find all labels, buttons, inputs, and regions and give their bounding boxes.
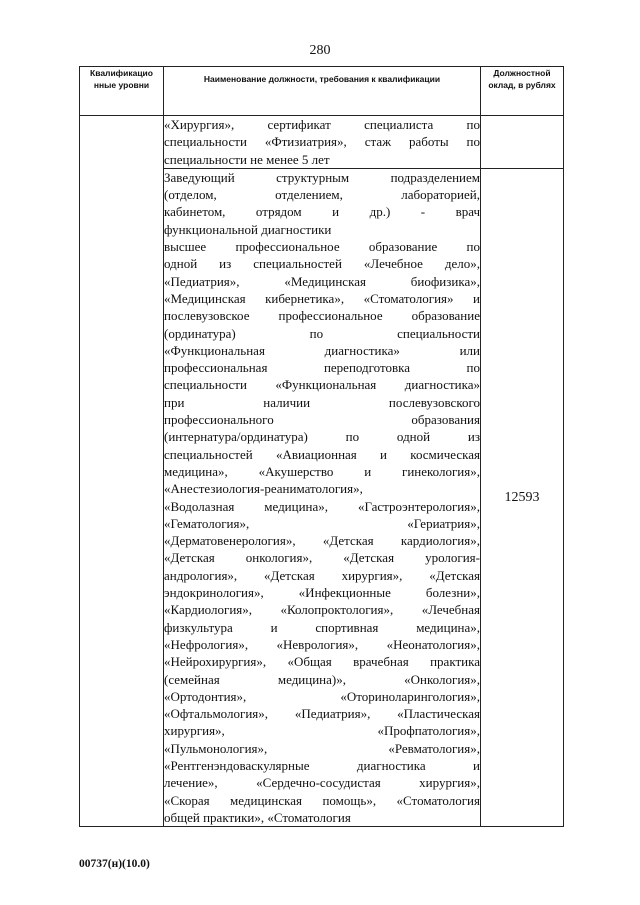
text-line: специальности «Фтизиатрия», стаж работы по (164, 134, 480, 150)
text-line: при наличии послевузовского (164, 394, 480, 410)
header-salary: Должностной оклад, в рублях (481, 67, 564, 116)
text-line: «Нефрология», «Неврология», «Неонатология», (164, 636, 480, 652)
text-line: «Медицинская кибернетика», «Стоматология» и (164, 290, 480, 306)
text-line: (семейная медицина)», «Онкология», (164, 671, 480, 687)
header-position-requirements: Наименование должности, требования к квалификации (164, 67, 481, 116)
text-line: функциональной диагностики (164, 221, 332, 237)
text-line: лечение», «Сердечно-сосудистая хирургия», (164, 775, 480, 791)
text-line: кабинетом, отрядом и др.) - врач (164, 204, 480, 220)
salary-value: 12593 (481, 168, 564, 826)
text-line: «Педиатрия», «Медицинская биофизика», (164, 273, 480, 289)
requirements-cell-head-of-functional-diagnostics (164, 168, 481, 826)
qualification-table (79, 66, 564, 827)
text-line: специальностей «Авиационная и космическая (164, 446, 480, 462)
text-line: (ординатура) по специальности (164, 325, 480, 341)
text-line: профессионального образования (164, 412, 480, 428)
text-line: хирургия», «Профпатология», (164, 723, 480, 739)
text-line: эндокринология», «Инфекционные болезни», (164, 585, 480, 601)
salary-cell-empty (481, 116, 564, 169)
text-line: «Хирургия», сертификат специалиста по (164, 117, 480, 132)
text-line: одной из специальностей «Лечебное дело», (164, 256, 480, 272)
text-line: (интернатура/ординатура) по одной из (164, 429, 480, 445)
text-line: «Детская онкология», «Детская урология- (164, 550, 480, 566)
text-line: «Пульмонология», «Ревматология», (164, 740, 480, 756)
text-line: «Водолазная медицина», «Гастроэнтерология», (164, 498, 480, 514)
text-line: (отделом, отделением, лабораторией, (164, 187, 480, 203)
text-line: послевузовское профессиональное образование (164, 308, 480, 324)
text-line: «Дерматовенерология», «Детская кардиология», (164, 533, 480, 549)
text-line: «Нейрохирургия», «Общая врачебная практика (164, 654, 480, 670)
text-line: «Офтальмология», «Педиатрия», «Пластическая (164, 706, 480, 722)
text-line: профессиональная переподготовка по (164, 360, 480, 376)
text-line: андрология», «Детская хирургия», «Детская (164, 567, 480, 583)
table-row (80, 116, 564, 169)
text-line: «Ортодонтия», «Оториноларингология», (164, 688, 480, 704)
requirements-text (164, 169, 480, 826)
requirements-text (164, 116, 480, 168)
text-line: «Гематология», «Гериатрия», (164, 515, 480, 531)
page-number: 280 (309, 43, 331, 58)
header-qualification-levels: Квалификацио нные уровни (80, 67, 164, 116)
text-line: «Рентгенэндоваскулярные диагностика и (164, 757, 480, 773)
text-line: общей практики», «Стоматология (164, 809, 351, 825)
table-header-row (80, 67, 564, 116)
text-line: высшее профессиональное образование по (164, 239, 480, 255)
text-line: специальности не менее 5 лет (164, 151, 330, 167)
text-line: «Скорая медицинская помощь», «Стоматология (164, 792, 480, 808)
qualification-level-cell (80, 116, 164, 827)
text-line: «Анестезиология-реаниматология», (164, 481, 363, 497)
document-code: 00737(н)(10.0) (79, 858, 150, 870)
text-line: физкультура и спортивная медицина», (164, 619, 480, 635)
text-line: Заведующий структурным подразделением (164, 169, 480, 185)
text-line: «Функциональная диагностика» или (164, 342, 480, 358)
text-line: «Кардиология», «Колопроктология», «Лечебная (164, 602, 480, 618)
text-line: медицина», «Акушерство и гинекология», (164, 463, 480, 479)
text-line: специальности «Функциональная диагностика» (164, 377, 480, 393)
requirements-cell-continued (164, 116, 481, 169)
